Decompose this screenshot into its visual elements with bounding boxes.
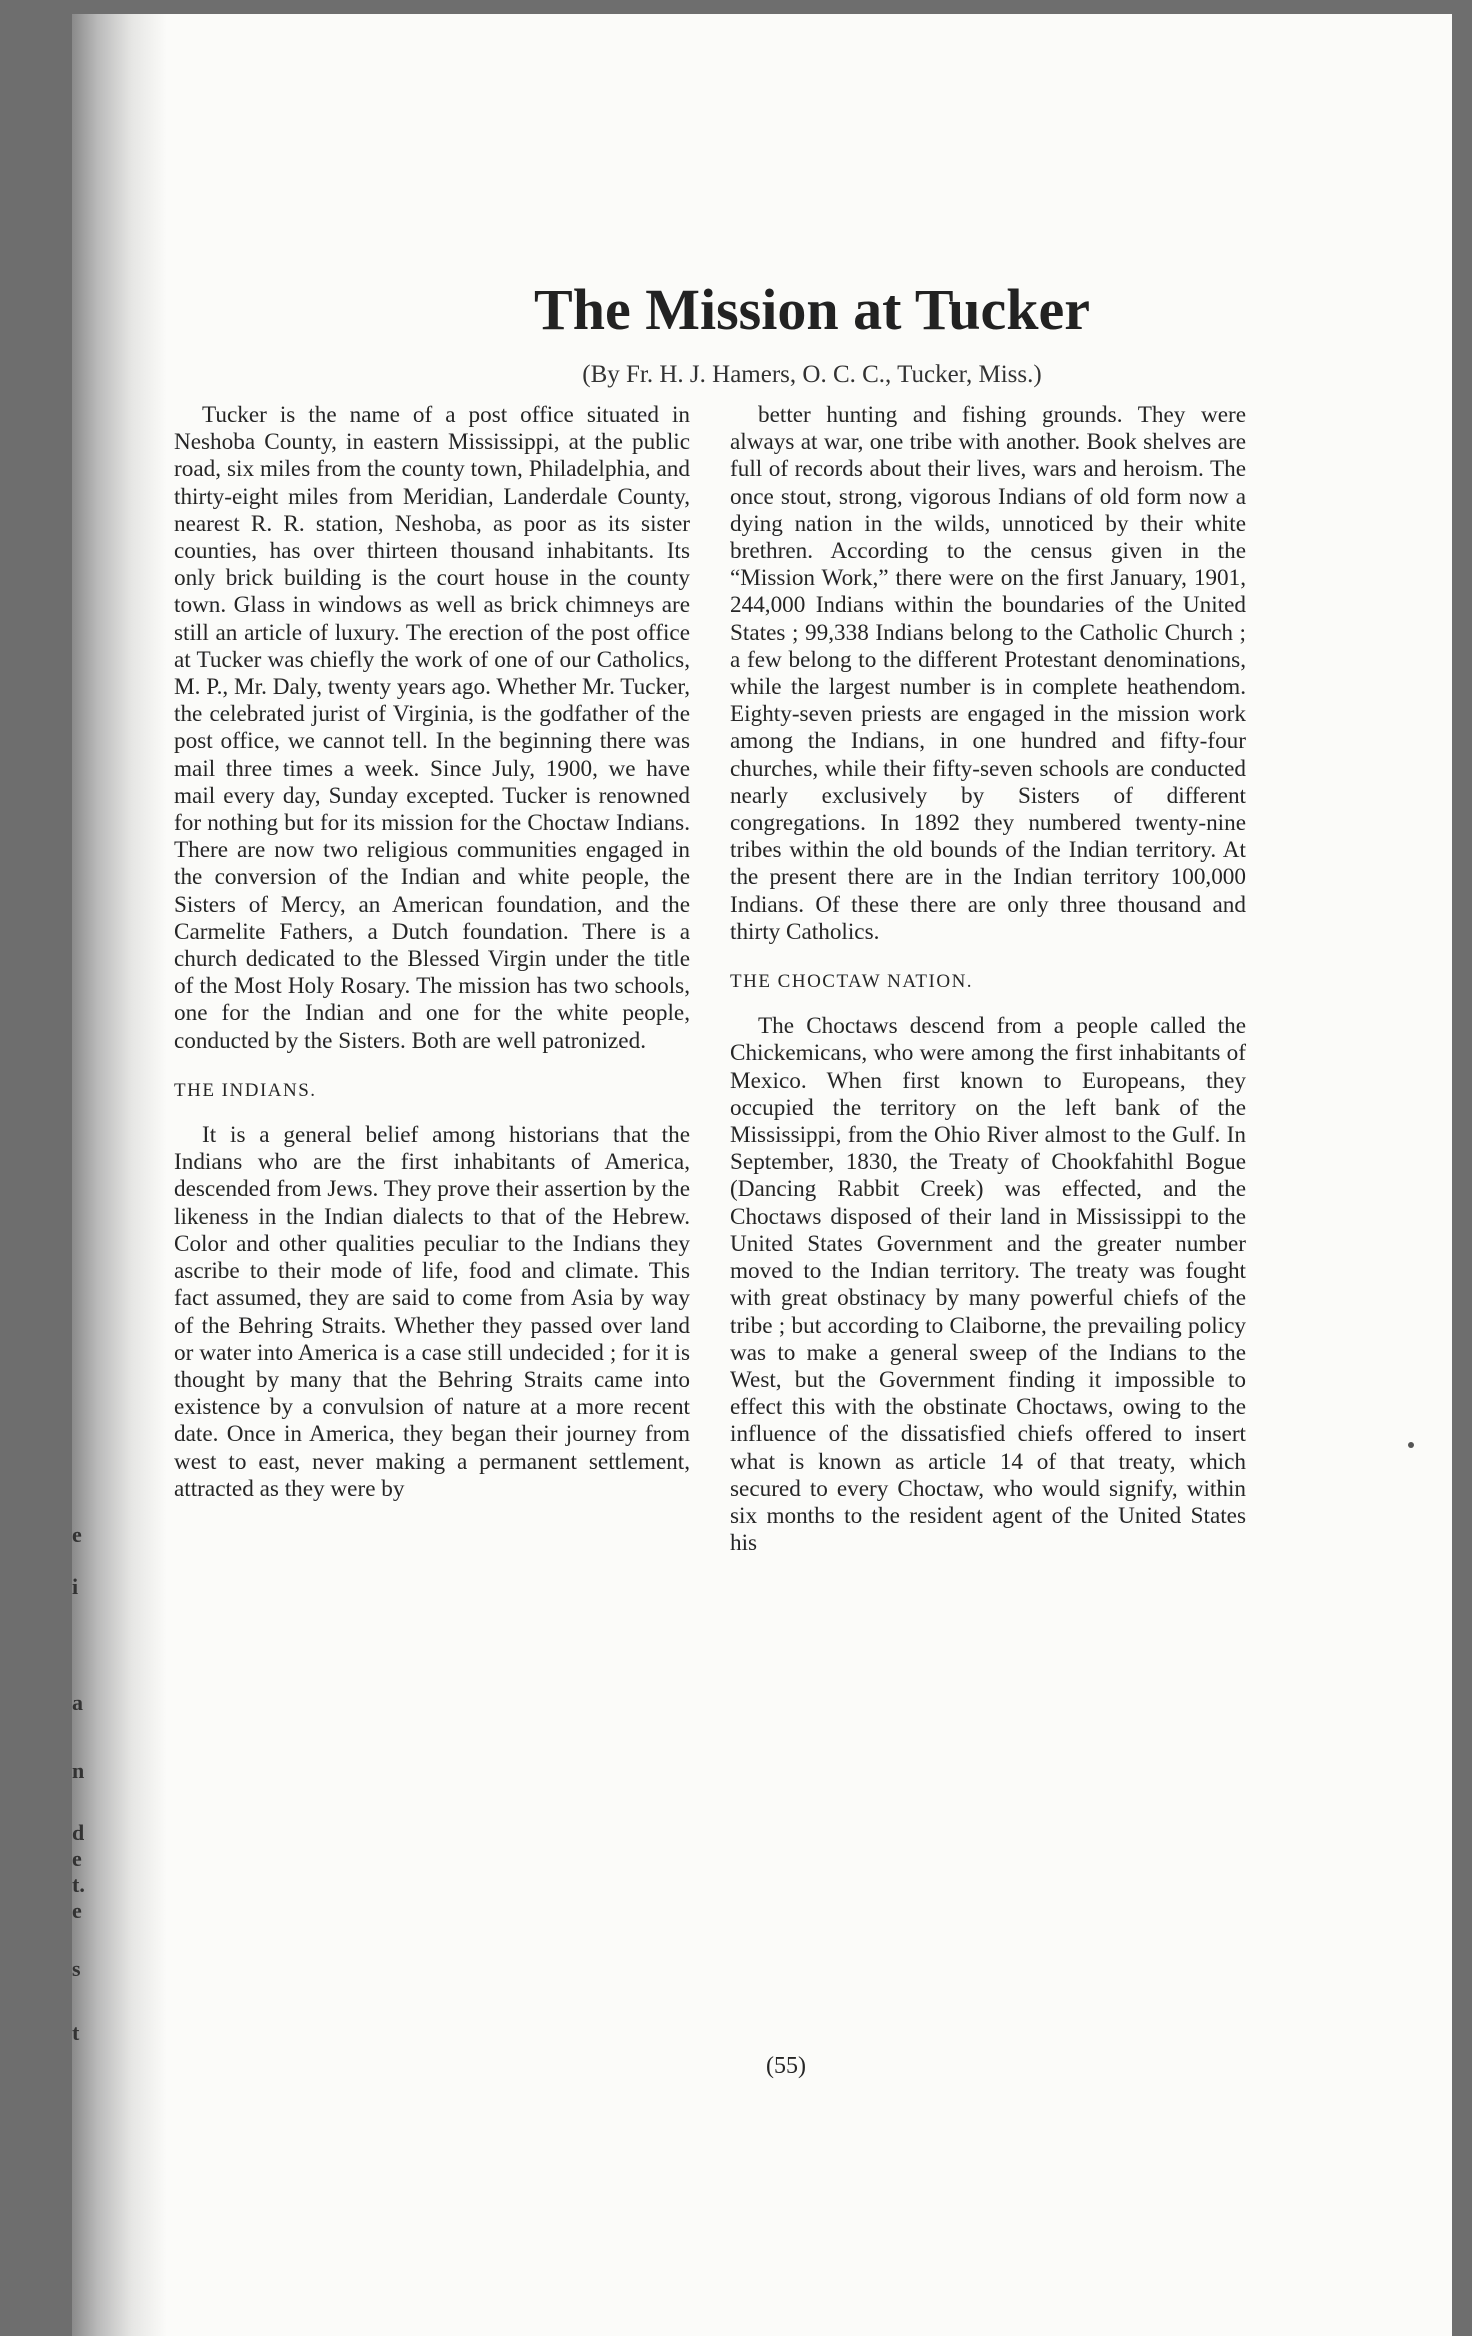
bleed-through-letter: i [72, 1574, 79, 1599]
paragraph: It is a general belief among historians that the Indians who are the first inhabitants of America, descended from Jews. They prove their assertion by the likeness in the Indian dialects to that of the Hebrew. Color and other qualities peculiar to the Indians they ascribe to their mode of life, food and climate. This fact assumed, they are said to come from Asia by way of the Behring Straits. Whether they passed over land or water into America is a case still undecided ; for it is thought by many that the Behring Straits came into existence by a convulsion of nature at a more recent date. Once in America, they began their journey from west to east, never making a permanent settlement, attracted as they were by [174, 1122, 690, 1502]
bleed-through-letter: e [72, 1898, 82, 1923]
section-heading: THE INDIANS. [174, 1079, 317, 1101]
paragraph: The Choctaws descend from a people called the Chickemicans, who were among the first inhabitants of Mexico. When first known to Europeans, they occupied the territory on the left bank of the Mississippi, from the Ohio River almost to the Gulf. In September, 1830, the Treaty of Chookfahithl Bogue (Dancing Rabbit Creek) was effected, and the Choctaws disposed of their land in Mississippi to the United States Government and the greater number moved to the Indian territory. The treaty was fought with great obstinacy by many powerful chiefs of the tribe ; but according to Claiborne, the prevailing policy was to make a general sweep of the Indians to the West, but the Government finding it impossible to effect this with the obstinate Choctaws, owing to the influence of the dissatisfied chiefs offered to insert what is known as article 14 of that treaty, which secured to every Choctaw, who would signify, within six months to the resident agent of the United States his [730, 1013, 1246, 1557]
bleed-through-letter: e [72, 1846, 82, 1871]
right-column [730, 402, 1246, 1557]
paragraph: better hunting and fishing grounds. They were always at war, one tribe with another. Book shelves are full of records about their lives, wars and heroism. The once stout, strong, vigorous Indians of old form now a dying nation in the wilds, unnoticed by their white brethren. According to the census given in the “Mission Work,” there were on the first January, 1901, 244,000 Indians within the boundaries of the United States ; 99,338 Indians belong to the Catholic Church ; a few belong to the different Protestant denominations, while the largest number is in complete heathendom. Eighty-seven priests are engaged in the mission work among the Indians, in one hundred and fifty-four churches, while their fifty-seven schools are conducted nearly exclusively by Sisters of different congregations. In 1892 they numbered twenty-nine tribes within the old bounds of the Indian territory. At the present there are in the Indian territory 100,000 Indians. Of these there are only three thousand and thirty Catholics. [730, 402, 1246, 945]
article-byline: (By Fr. H. J. Hamers, O. C. C., Tucker, Miss.) [582, 361, 1042, 388]
left-column [174, 402, 690, 1503]
bleed-through-letter: t [72, 2020, 80, 2045]
bleed-through-letter: n [72, 1758, 85, 1783]
bleed-through-letter: d [72, 1820, 85, 1845]
bleed-through-letter: t. [72, 1872, 85, 1897]
page-number: (55) [766, 2053, 806, 2079]
section-heading: THE CHOCTAW NATION. [730, 971, 974, 993]
article-title: The Mission at Tucker [534, 277, 1090, 342]
bleed-through-letter: e [72, 1522, 82, 1547]
bleed-through-letter: s [72, 1956, 81, 1981]
ink-speck [1408, 1442, 1414, 1448]
bleed-through-letter: a [72, 1690, 83, 1715]
paragraph: Tucker is the name of a post office situated in Neshoba County, in eastern Mississippi, at the public road, six miles from the county town, Philadelphia, and thirty-eight miles from Meridian, Landerdale County, nearest R. R. station, Neshoba, as poor as its sister counties, has over thirteen thousand inhabitants. Its only brick building is the court house in the county town. Glass in windows as well as brick chimneys are still an article of luxury. The erection of the post office at Tucker was chiefly the work of one of our Catholics, M. P., Mr. Daly, twenty years ago. Whether Mr. Tucker, the celebrated jurist of Virginia, is the godfather of the post office, we cannot tell. In the beginning there was mail three times a week. Since July, 1900, we have mail every day, Sunday excepted. Tucker is renowned for nothing but for its mission for the Choctaw Indians. There are now two religious communities engaged in the conversion of the Indian and white people, the Sisters of Mercy, an American foundation, and the Carmelite Fathers, a Dutch foundation. There is a church dedicated to the Blessed Virgin under the title of the Most Holy Rosary. The mission has two schools, one for the Indian and one for the white people, conducted by the Sisters. Both are well patronized. [174, 402, 690, 1054]
